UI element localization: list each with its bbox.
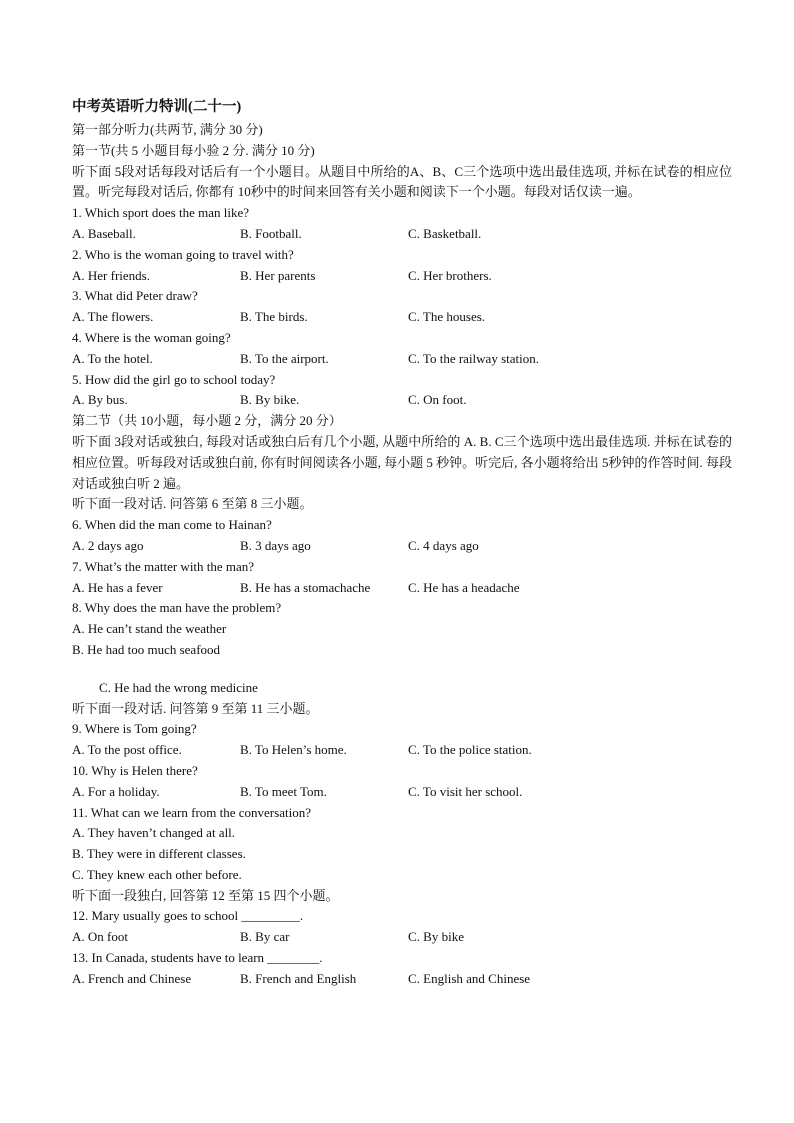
question-text: 5. How did the girl go to school today? (72, 371, 276, 387)
option-b: B. 3 days ago (240, 537, 311, 553)
option-b: B. To the airport. (240, 350, 329, 366)
option-a: A. For a holiday. (72, 783, 160, 799)
question-text: 3. What did Peter draw? (72, 288, 198, 304)
exam-page (72, 96, 732, 990)
question-text: 7. What’s the matter with the man? (72, 558, 255, 574)
option-b: B. The birds. (240, 309, 308, 325)
option-a: A. The flowers. (72, 309, 154, 325)
option-c: C. They knew each other before. (72, 866, 242, 882)
options-row (72, 307, 732, 328)
option-b: B. To meet Tom. (240, 783, 327, 799)
question (72, 906, 732, 948)
options-row (72, 266, 732, 287)
option-b: B. By bike. (240, 392, 300, 408)
option-c: C. To visit her school. (408, 783, 523, 799)
option-a: A. 2 days ago (72, 537, 144, 553)
section-instruction: 听下面 3段对话或独白, 每段对话或独白后有几个小题, 从题中所给的 A. B. C三个选项中选出最佳选项. 并标在试卷的相应位置。听每段对话或独白前, 你有时间阅读各小题, 每小题 5 秒钟。听完后, 各小题将给出 5秒钟的作答时间. 每段对话或独白听 2 遍。 (72, 433, 732, 491)
question (72, 761, 732, 803)
question (72, 719, 732, 761)
option-c: C. He has a headache (408, 579, 520, 595)
option-c: C. The houses. (408, 309, 486, 325)
question (72, 515, 732, 557)
options-row (72, 224, 732, 245)
option-c: C. Her brothers. (408, 267, 492, 283)
question-text: 6. When did the man come to Hainan? (72, 517, 272, 533)
page-title: 中考英语听力特训(二十一) (72, 99, 242, 115)
group-intro: 听下面一段独白, 回答第 12 至第 15 四个小题。 (72, 887, 339, 903)
question-text: 10. Why is Helen there? (72, 762, 198, 778)
question (72, 245, 732, 287)
blank-gap (72, 661, 732, 678)
options-row (72, 536, 732, 557)
option-a: A. He can’t stand the weather (72, 621, 227, 637)
option-c: C. English and Chinese (408, 970, 531, 986)
option-b: B. Football. (240, 225, 302, 241)
part-heading: 第一部分听力(共两节, 满分 30 分) (72, 122, 263, 137)
question (72, 557, 732, 599)
question-text: 12. Mary usually goes to school _________. (72, 908, 304, 924)
option-b: B. He had too much seafood (72, 641, 221, 657)
option-c: C. Basketball. (408, 225, 482, 241)
option-b: B. He has a stomachache (240, 579, 371, 595)
question (72, 328, 732, 370)
options-row (72, 969, 732, 990)
option-b: B. To Helen’s home. (240, 742, 347, 758)
question (72, 370, 732, 412)
option-a: A. Her friends. (72, 267, 150, 283)
option-c: C. To the railway station. (408, 350, 539, 366)
question (72, 286, 732, 328)
question (72, 803, 732, 886)
option-c: C. 4 days ago (408, 537, 479, 553)
option-b: B. By car (240, 929, 290, 945)
question-text: 1. Which sport does the man like? (72, 205, 250, 221)
option-c: C. By bike (408, 929, 464, 945)
option-a: A. To the post office. (72, 742, 182, 758)
question-text: 4. Where is the woman going? (72, 329, 231, 345)
options-row (72, 782, 732, 803)
section-heading: 第二节（共 10小题，每小题 2 分，满分 20 分） (72, 413, 342, 429)
options-row (72, 349, 732, 370)
option-a: A. By bus. (72, 392, 128, 408)
option-a: A. On foot (72, 929, 128, 945)
options-row (72, 740, 732, 761)
question (72, 203, 732, 245)
question-text: 8. Why does the man have the problem? (72, 600, 282, 616)
group-intro: 听下面一段对话. 问答第 6 至第 8 三小题。 (72, 496, 313, 512)
option-b: B. French and English (240, 970, 357, 986)
option-a: A. To the hotel. (72, 350, 153, 366)
option-c: C. He had the wrong medicine (99, 679, 258, 695)
options-row (72, 390, 732, 411)
option-b: B. They were in different classes. (72, 846, 246, 862)
option-a: A. French and Chinese (72, 970, 192, 986)
options-row (72, 578, 732, 599)
section-heading: 第一节(共 5 小题目每小验 2 分. 满分 10 分) (72, 142, 315, 158)
question-text: 13. In Canada, students have to learn ________. (72, 950, 323, 966)
option-b: B. Her parents (240, 267, 316, 283)
question (72, 598, 732, 698)
question (72, 948, 732, 990)
section-instruction: 听下面 5段对话每段对话后有一个小题目。从题目中所给的A、B、C三个选项中选出最佳选项, 并标在试卷的相应位置。听完每段对话后, 你都有 10秒中的时间来回答有关小题和阅读下一个小题。每段对话仅读一遍。 (72, 163, 732, 200)
question-text: 9. Where is Tom going? (72, 721, 197, 737)
question-text: 2. Who is the woman going to travel with? (72, 246, 294, 262)
option-a: A. He has a fever (72, 579, 163, 595)
option-a: A. They haven’t changed at all. (72, 825, 236, 841)
group-intro: 听下面一段对话. 问答第 9 至第 11 三小题。 (72, 700, 319, 716)
options-row (72, 927, 732, 948)
option-a: A. Baseball. (72, 225, 136, 241)
option-c: C. On foot. (408, 392, 467, 408)
option-c: C. To the police station. (408, 742, 532, 758)
question-text: 11. What can we learn from the conversation? (72, 804, 311, 820)
